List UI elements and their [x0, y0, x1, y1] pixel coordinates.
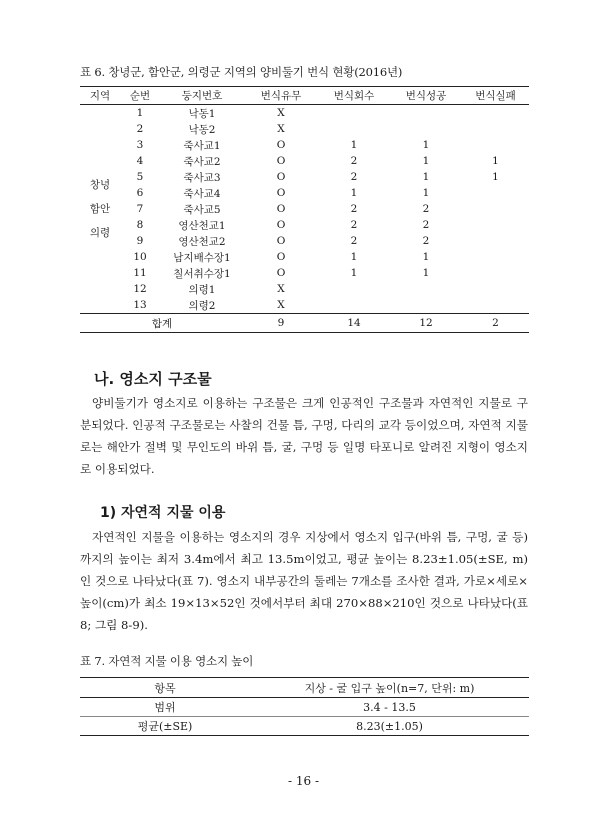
- table6-row: [80, 265, 529, 281]
- total-success: 12: [390, 314, 462, 333]
- table6-header-cell: 둥지번호: [160, 87, 244, 105]
- table6-cell: [462, 233, 529, 249]
- table6-cell: O: [276, 251, 286, 263]
- table6-header-cell: 번식유무: [244, 87, 318, 105]
- table6-cell: 죽사교5: [183, 203, 221, 216]
- total-fail: 2: [462, 314, 529, 333]
- table6-cell: 3: [136, 139, 144, 151]
- table6-cell: [318, 297, 390, 314]
- table6-cell: 7: [136, 203, 144, 215]
- table7-row: [80, 717, 529, 736]
- table7-caption: 표 7. 자연적 지물 이용 영소지 높이: [80, 654, 254, 668]
- table6-cell: 1: [422, 155, 430, 167]
- table6-cell: 의령1: [188, 283, 216, 296]
- table6-cell: [318, 105, 390, 122]
- table6-cell: 2: [350, 203, 358, 215]
- table7: [80, 677, 529, 736]
- table6-header-cell: 번식회수: [318, 87, 390, 105]
- table6-row: [80, 105, 529, 122]
- table6-cell: [462, 217, 529, 233]
- table6-cell: 13: [133, 299, 147, 311]
- table6-cell: O: [276, 187, 286, 199]
- table7-cell: 평균(±SE): [80, 717, 250, 736]
- region-name: 의령: [89, 227, 111, 239]
- table6-cell: X: [277, 123, 285, 135]
- table6-cell: O: [276, 267, 286, 279]
- table6-cell: 2: [422, 203, 430, 215]
- table6-row: [80, 153, 529, 169]
- total-label: 합계: [80, 314, 244, 333]
- table6-cell: [462, 201, 529, 217]
- paragraph-text: 양비둘기가 영소지로 이용하는 구조물은 크게 인공적인 구조물과 자연적인 지물로 구분되었다. 인공적 구조물로는 사찰의 건물 틈, 구멍, 다리의 교각 등이었으며, 자연적 지물로는 해안가 절벽 및 무인도의 바위 틈, 굴, 구멍 등 일명 타포니로 알려진 지형이 영소지로 이용되었다.: [80, 396, 528, 476]
- table6-cell: 12: [133, 283, 147, 295]
- table6-cell: 1: [422, 171, 430, 183]
- table6-cell: [462, 137, 529, 153]
- table6-cell: 죽사교4: [183, 187, 221, 200]
- table6-cell: [390, 297, 462, 314]
- paragraph-text: 자연적인 지물을 이용하는 영소지의 경우 지상에서 영소지 입구(바위 틈, 구멍, 굴 등)까지의 높이는 최저 3.4m에서 최고 13.5m이었고, 평균 높이는 8.23±1.05(±SE, m)인 것으로 나타났다(표 7). 영소지 내부공간의 둘레는 7개소를 조사한 결과, 가로×세로×높이(cm)가 최소 19×13×52인 것에서부터 최대 270×88×210인 것으로 나타났다(표 8; 그림 8-9).: [80, 530, 528, 632]
- table6-row: [80, 249, 529, 265]
- table6-cell: 2: [136, 123, 144, 135]
- table6-cell: X: [277, 299, 285, 311]
- table6-cell: 죽사교2: [183, 155, 221, 168]
- table6-total-row: [80, 314, 529, 333]
- table7-cell: 8.23(±1.05): [250, 717, 529, 736]
- table6-row: [80, 201, 529, 217]
- table6-cell: [462, 249, 529, 265]
- table6-cell: 1: [422, 267, 430, 279]
- table6-cell: [390, 105, 462, 122]
- table6-cell: 죽사교3: [183, 171, 221, 184]
- table6-row: [80, 297, 529, 314]
- table6-header-row: [80, 87, 529, 105]
- table6-cell: [462, 105, 529, 122]
- table6-row: [80, 233, 529, 249]
- table6-row: [80, 281, 529, 297]
- table6-cell: X: [277, 283, 285, 295]
- table6-cell: O: [276, 219, 286, 231]
- table6-cell: 1: [422, 251, 430, 263]
- table6-cell: 칠서취수장1: [173, 267, 231, 280]
- table6-cell: 2: [422, 219, 430, 231]
- table6-cell: O: [276, 171, 286, 183]
- table6-header-cell: 번식성공: [390, 87, 462, 105]
- table6-cell: [318, 121, 390, 137]
- section-title-na: 나. 영소지 구조물: [94, 370, 212, 388]
- section-title-1: 1) 자연적 지물 이용: [100, 505, 226, 521]
- table6-cell: 11: [133, 267, 147, 279]
- table6-cell: O: [276, 139, 286, 151]
- table6-cell: [462, 121, 529, 137]
- table6-cell: O: [276, 203, 286, 215]
- table6-cell: 2: [422, 235, 430, 247]
- table6-cell: 1: [422, 187, 430, 199]
- table6-row: [80, 137, 529, 153]
- table6-cell: 6: [136, 187, 144, 199]
- table6-caption: 표 6. 창녕군, 함안군, 의령군 지역의 양비둘기 번식 현황(2016년): [80, 65, 403, 79]
- table6-header-cell: 순번: [120, 87, 160, 105]
- table6-cell: [462, 297, 529, 314]
- table6-header-cell: 번식실패: [462, 87, 529, 105]
- total-breeding: 9: [244, 314, 318, 333]
- page-number: - 16 -: [287, 774, 319, 788]
- table7-header-row: [80, 678, 529, 698]
- table7-row: [80, 698, 529, 717]
- table6-cell: 1: [350, 139, 358, 151]
- table6-header-cell: 지역: [80, 87, 120, 105]
- table6-cell: [390, 121, 462, 137]
- table6-cell: 남지배수장1: [173, 251, 231, 264]
- region-name: 창녕: [89, 179, 111, 191]
- section-1-paragraph: [80, 526, 528, 636]
- table6-cell: 2: [350, 219, 358, 231]
- table6-cell: 1: [136, 107, 144, 119]
- table6-row: [80, 169, 529, 185]
- table6-cell: 10: [133, 251, 147, 263]
- table7-cell: 범위: [80, 698, 250, 717]
- region-name: 함안: [89, 203, 111, 215]
- table6-cell: 1: [350, 267, 358, 279]
- region-cell: [80, 105, 120, 314]
- table6-cell: 1: [422, 139, 430, 151]
- table6-cell: 낙동2: [188, 123, 216, 136]
- table6-cell: 2: [350, 235, 358, 247]
- table7-cell: 3.4 - 13.5: [250, 698, 529, 717]
- table6-cell: 1: [350, 187, 358, 199]
- table6-row: [80, 121, 529, 137]
- table6-cell: 낙동1: [188, 107, 216, 120]
- table6-cell: 의령2: [188, 299, 216, 312]
- table7-header-cell: 지상 - 굴 입구 높이(n=7, 단위: m): [250, 678, 529, 698]
- table6-cell: 2: [350, 155, 358, 167]
- table6-cell: 영산천교1: [178, 219, 226, 232]
- table7-header-cell: 항목: [80, 678, 250, 698]
- table6: [80, 86, 529, 333]
- table6-cell: 1: [350, 251, 358, 263]
- table6-cell: 1: [492, 155, 499, 167]
- section-na-paragraph: [80, 392, 528, 480]
- table6-cell: 4: [136, 155, 144, 167]
- table6-body: [80, 105, 529, 333]
- table6-cell: 8: [136, 219, 144, 231]
- table6-cell: 1: [492, 171, 499, 183]
- table6-row: [80, 217, 529, 233]
- table6-cell: 영산천교2: [178, 235, 226, 248]
- table6-cell: [462, 281, 529, 297]
- table6-cell: O: [276, 235, 286, 247]
- table6-cell: X: [277, 107, 285, 119]
- table6-cell: [390, 281, 462, 297]
- table6-cell: [318, 281, 390, 297]
- table6-cell: 9: [136, 235, 144, 247]
- table6-cell: 죽사교1: [183, 139, 221, 152]
- table6-cell: [462, 265, 529, 281]
- table6-cell: [462, 185, 529, 201]
- total-count: 14: [318, 314, 390, 333]
- table6-cell: 5: [136, 171, 144, 183]
- table6-cell: O: [276, 155, 286, 167]
- table6-row: [80, 185, 529, 201]
- table6-cell: 2: [350, 171, 358, 183]
